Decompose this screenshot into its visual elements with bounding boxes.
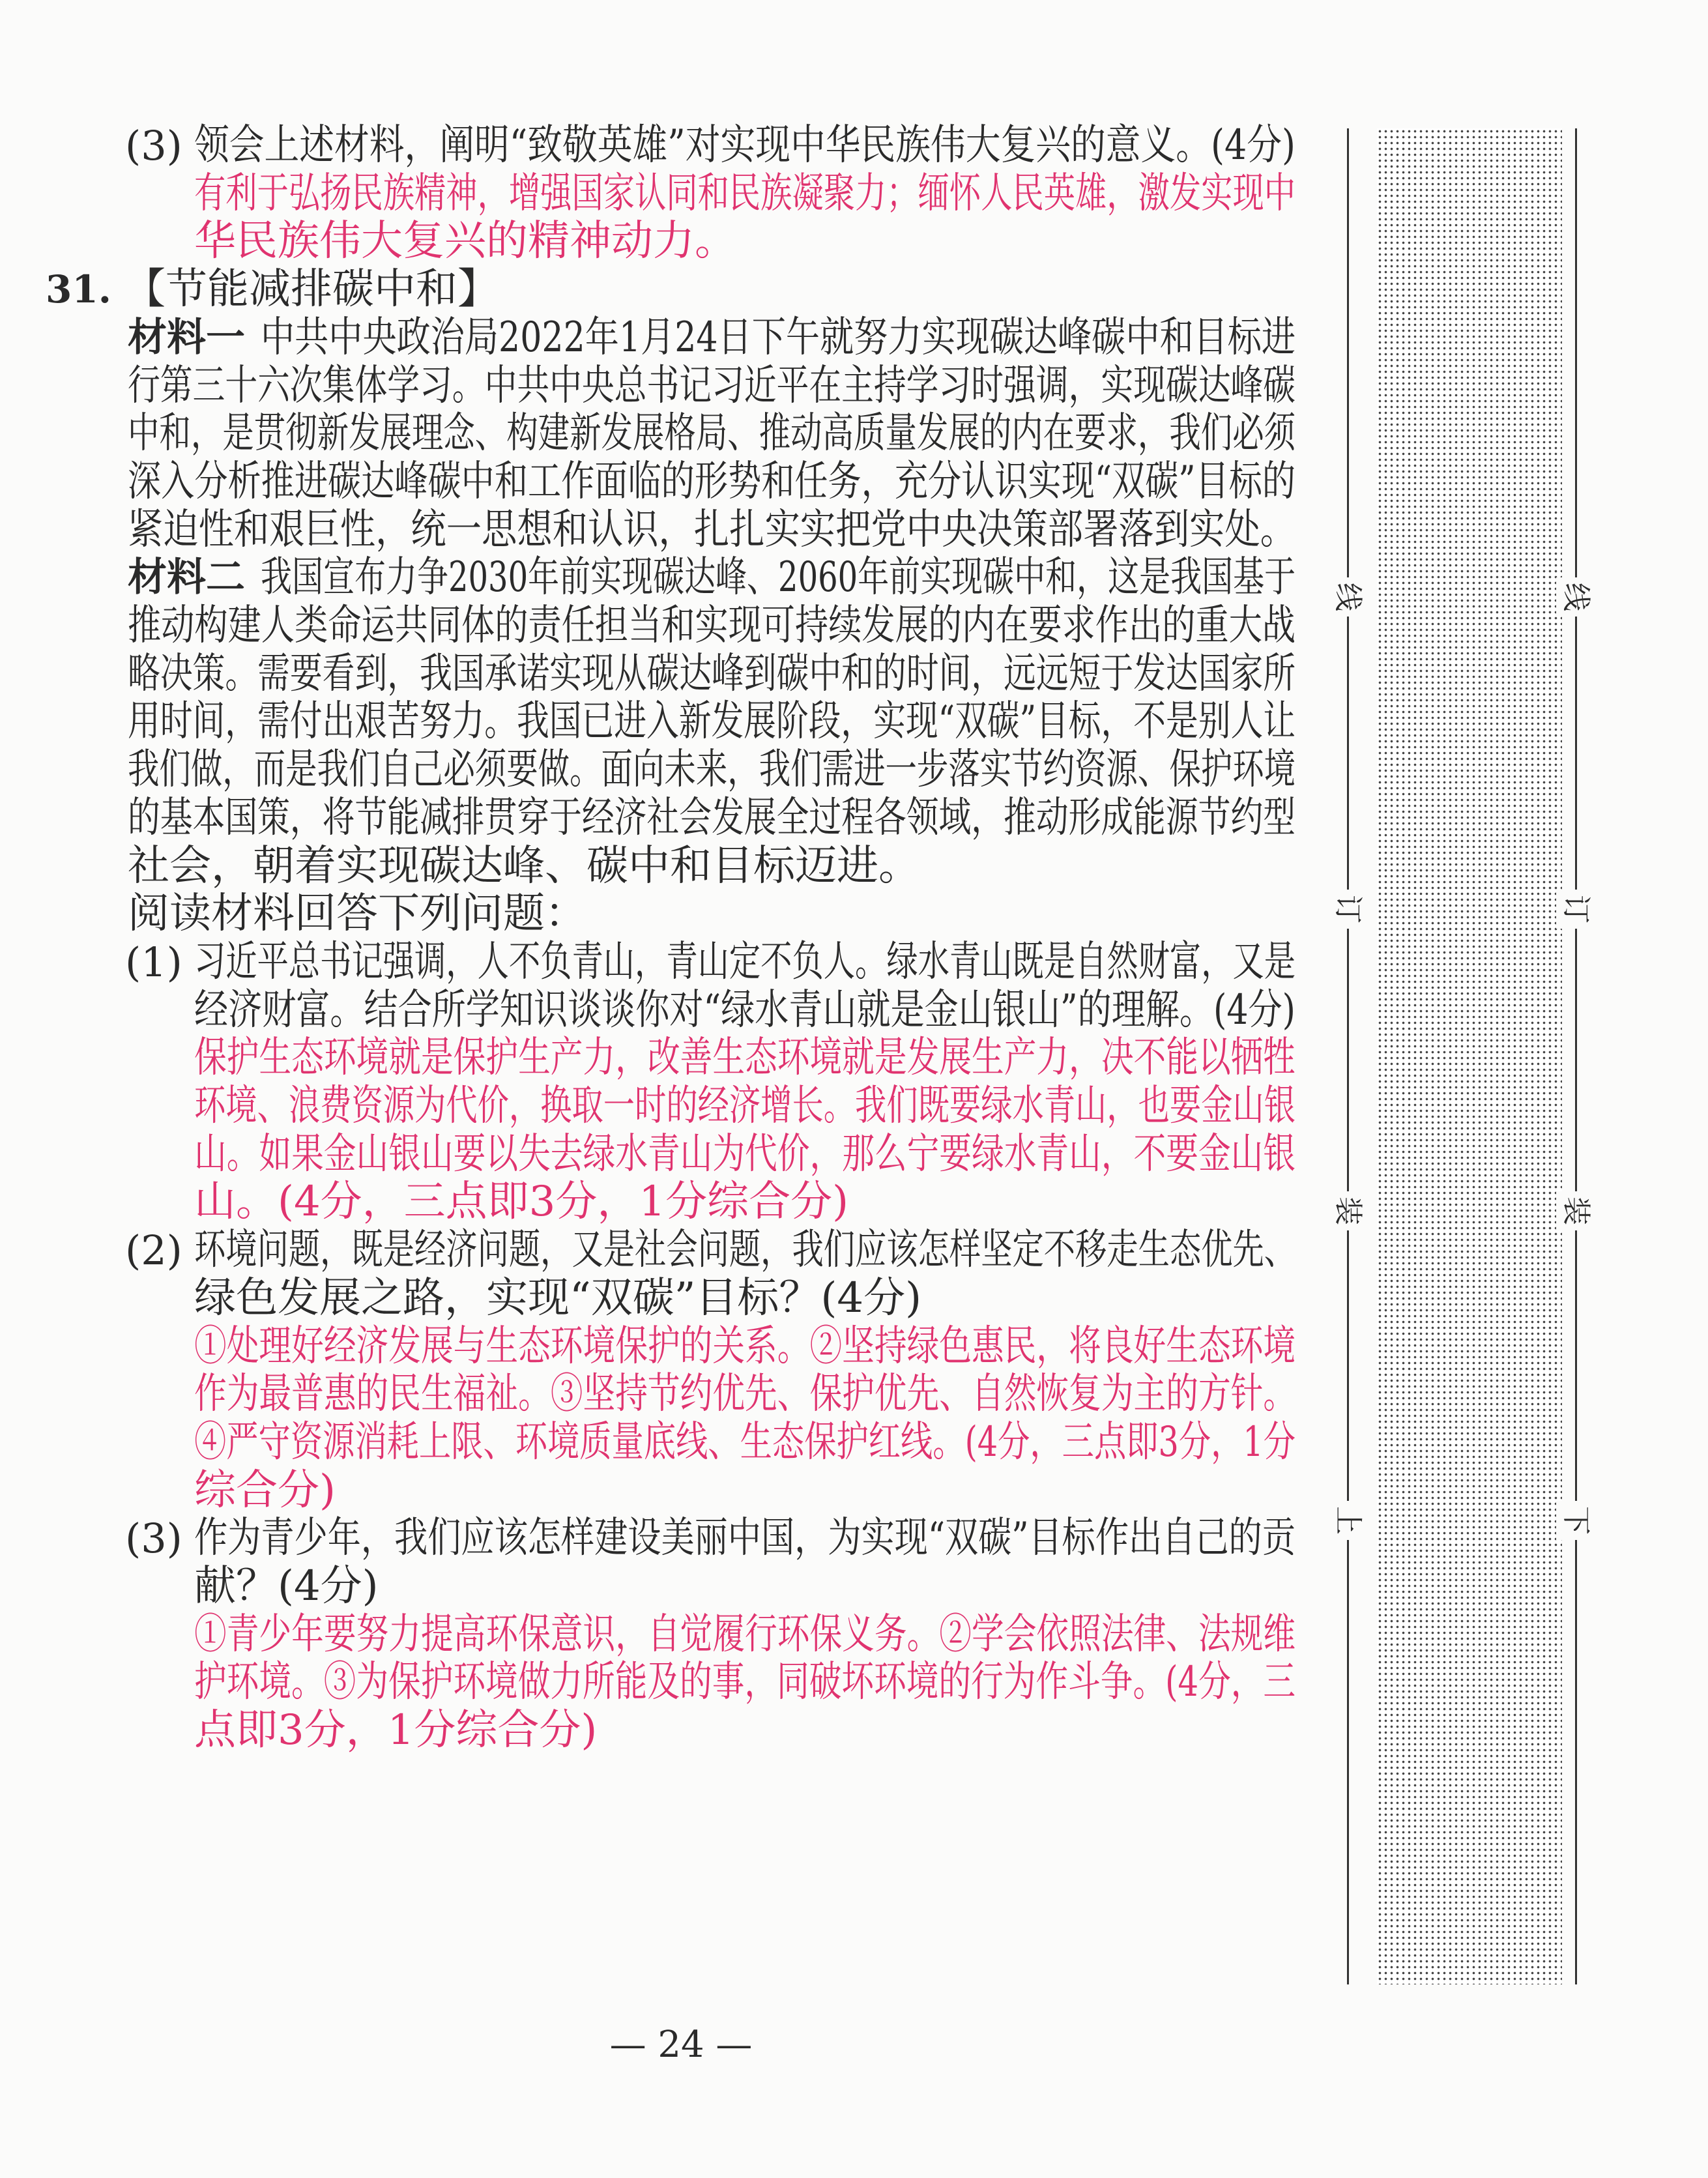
page-number: — 24 — <box>609 2024 753 2066</box>
material-label: 材料一 <box>128 314 245 360</box>
material-line: 行第三十六次集体学习。中共中央总书记习近平在主持学习时强调，实现碳达峰碳 <box>128 361 1296 410</box>
answer-line: 综合分) <box>194 1466 336 1515</box>
binding-char: 线 <box>1556 577 1595 617</box>
answer-line: 护环境。③为保护环境做力所能及的事，同破坏环境的行为作斗争。(4分，三 <box>194 1658 1296 1707</box>
question-number: (1) <box>125 938 182 986</box>
material-line: 推动构建人类命运共同体的责任担当和实现可持续发展的内在要求作出的重大战 <box>128 602 1295 650</box>
material-label: 材料二 <box>128 555 245 601</box>
question-number: (3) <box>125 1515 182 1563</box>
answer-line: 点即3分，1分综合分) <box>194 1706 598 1755</box>
question-prompt: 阅读材料回答下列问题： <box>128 890 586 938</box>
binding-char: 线 <box>1328 577 1367 617</box>
question-text: 作为青少年，我们应该怎样建设美丽中国，为实现“双碳”目标作出自己的贡 <box>194 1514 1295 1563</box>
question-text: 习近平总书记强调，人不负青山，青山定不负人。绿水青山既是自然财富，又是 <box>194 937 1296 986</box>
binding-char: 订 <box>1556 890 1595 929</box>
answer-line: ①处理好经济发展与生态环境保护的关系。②坚持绿色惠民，将良好生态环境 <box>194 1322 1296 1371</box>
material-line: 中共中央政治局2022年1月24日下午就努力实现碳达峰碳中和目标进 <box>261 313 1296 362</box>
answer-line: 山。(4分，三点即3分，1分综合分) <box>194 1178 849 1227</box>
answer-line: ①青少年要努力提高环保意识，自觉履行环保义务。②学会依照法律、法规维 <box>194 1610 1296 1659</box>
answer-line: 环境、浪费资源为代价，换取一时的经济增长。我们既要绿水青山，也要金山银 <box>194 1082 1296 1130</box>
material-line: 深入分析推进碳达峰碳中和工作面临的形势和任务，充分认识实现“双碳”目标的 <box>128 457 1296 506</box>
material-line: 中和，是贯彻新发展理念、构建新发展格局、推动高质量发展的内在要求，我们必须 <box>128 409 1296 458</box>
material-line: 我们做，而是我们自己必须要做。面向未来，我们需进一步落实节约资源、保护环境 <box>128 746 1296 794</box>
answer-line: ④严守资源消耗上限、环境质量底线、生态保护红线。(4分，三点即3分，1分 <box>194 1417 1296 1466</box>
binding-dotted-area <box>1377 128 1562 1984</box>
binding-line-left <box>1347 128 1349 1984</box>
question-text: 绿色发展之路，实现“双碳”目标？(4分) <box>194 1273 922 1322</box>
answer-line: 华民族伟大复兴的精神动力。 <box>194 217 736 266</box>
question-text: 领会上述材料，阐明“致敬英雄”对实现中华民族伟大复兴的意义。(4分) <box>194 121 1295 169</box>
material-line: 紧迫性和艰巨性，统一思想和认识，扎扎实实把党中央决策部署落到实处。 <box>128 505 1296 554</box>
material-line: 我国宣布力争2030年前实现碳达峰、2060年前实现碳中和，这是我国基于 <box>261 553 1296 602</box>
binding-char: 装 <box>1556 1191 1595 1230</box>
answer-line: 山。如果金山银山要以失去绿水青山为代价，那么宁要绿水青山，不要金山银 <box>194 1129 1296 1178</box>
material-line: 略决策。需要看到，我国承诺实现从碳达峰到碳中和的时间，远远短于发达国家所 <box>128 649 1296 698</box>
answer-line: 作为最普惠的民生福祉。③坚持节约优先、保护优先、自然恢复为主的方针。 <box>194 1370 1296 1419</box>
question-number: 31. <box>46 267 111 312</box>
material-line: 社会，朝着实现碳达峰、碳中和目标迈进。 <box>128 841 920 890</box>
question-text: 环境问题，既是经济问题，又是社会问题，我们应该怎样坚定不移走生态优先、 <box>194 1226 1296 1275</box>
binding-char: 上 <box>1328 1501 1367 1540</box>
question-text: 经济财富。结合所学知识谈谈你对“绿水青山就是金山银山”的理解。(4分) <box>194 985 1295 1034</box>
question-number: (3) <box>125 122 182 169</box>
binding-char: 下 <box>1556 1501 1595 1540</box>
material-line: 的基本国策，将节能减排贯穿于经济社会发展全过程各领域，推动形成能源节约型 <box>128 793 1296 842</box>
binding-char: 订 <box>1328 890 1367 929</box>
question-title: 【节能减排碳中和】 <box>124 265 499 314</box>
binding-char: 装 <box>1328 1191 1367 1230</box>
binding-line-right <box>1575 128 1577 1984</box>
material-line: 用时间，需付出艰苦努力。我国已进入新发展阶段，实现“双碳”目标，不是别人让 <box>128 697 1296 746</box>
question-text: 献？(4分) <box>194 1562 379 1610</box>
answer-line: 有利于弘扬民族精神，增强国家认同和民族凝聚力；缅怀人民英雄，激发实现中 <box>194 169 1296 218</box>
question-number: (2) <box>125 1227 182 1275</box>
answer-line: 保护生态环境就是保护生产力，改善生态环境就是发展生产力，决不能以牺牲 <box>194 1034 1296 1082</box>
